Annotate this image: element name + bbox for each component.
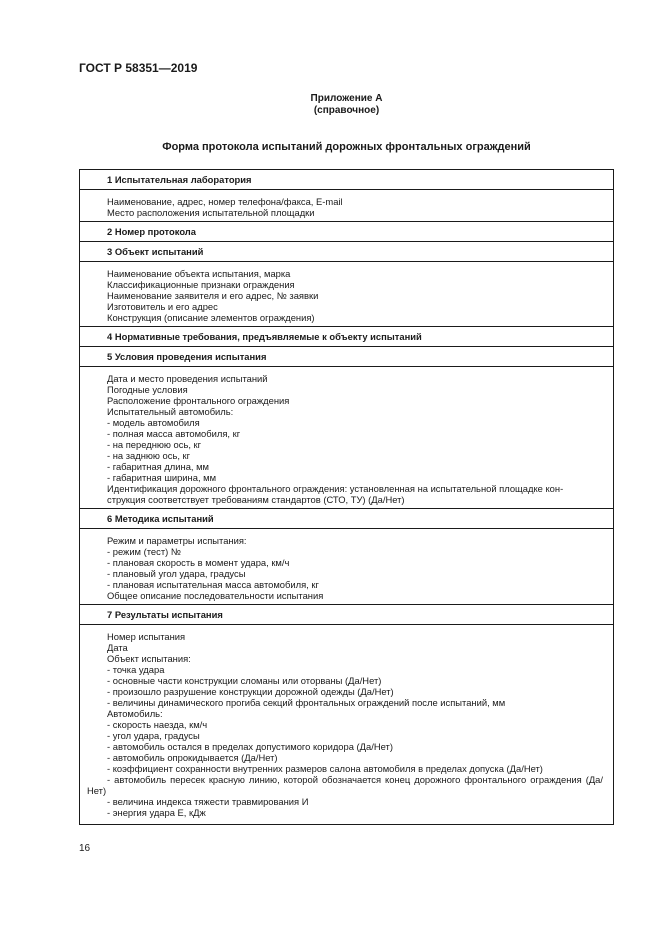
section-header: 3 Объект испытаний bbox=[80, 242, 613, 262]
section-line: - на переднюю ось, кг bbox=[107, 439, 202, 450]
section-line: струкция соответствует требованиям стандартов (СТО, ТУ) (Да/Нет) bbox=[107, 494, 405, 505]
section-line: Общее описание последовательности испытания bbox=[107, 590, 324, 601]
section-header: 1 Испытательная лаборатория bbox=[80, 170, 613, 190]
section-line: - габаритная длина, мм bbox=[107, 461, 210, 472]
section-line: Наименование заявителя и его адрес, № заявки bbox=[107, 290, 319, 301]
section-line: Идентификация дорожного фронтального ограждения: установленная на испытательной площадке кон- bbox=[107, 483, 564, 494]
section-line: Погодные условия bbox=[107, 384, 188, 395]
section-line: - величины динамического прогиба секций фронтальных ограждений после испытаний, мм bbox=[107, 697, 506, 708]
section-header: 7 Результаты испытания bbox=[80, 605, 613, 625]
section-header: 4 Нормативные требования, предъявляемые к объекту испытаний bbox=[80, 327, 613, 347]
section-line: - основные части конструкции сломаны или оторваны (Да/Нет) bbox=[107, 675, 382, 686]
section-line: Режим и параметры испытания: bbox=[107, 535, 247, 546]
section-line: Дата bbox=[107, 642, 128, 653]
section-line: - коэффициент сохранности внутренних размеров салона автомобиля в пределах допуска (Да/Нет) bbox=[107, 763, 543, 774]
section-line: - угол удара, градусы bbox=[107, 730, 200, 741]
annex-note: (справочное) bbox=[313, 105, 380, 116]
section-line: - энергия удара Е, кДж bbox=[107, 807, 206, 818]
section-line: - автомобиль остался в пределах допустимого коридора (Да/Нет) bbox=[107, 741, 393, 752]
page-number: 16 bbox=[79, 843, 91, 854]
section-body bbox=[80, 262, 613, 327]
document-code: ГОСТ Р 58351—2019 bbox=[79, 61, 198, 75]
section-line: Объект испытания: bbox=[107, 653, 191, 664]
section-line: Классификационные признаки ограждения bbox=[107, 279, 295, 290]
section-body bbox=[80, 529, 613, 605]
section-header: 6 Методика испытаний bbox=[80, 509, 613, 529]
section-line: - полная масса автомобиля, кг bbox=[107, 428, 241, 439]
section-line: - величина индекса тяжести травмирования И bbox=[107, 796, 309, 807]
section-body bbox=[80, 190, 613, 222]
section-line: Наименование, адрес, номер телефона/факса, E-mail bbox=[107, 196, 343, 207]
section-line: - режим (тест) № bbox=[107, 546, 181, 557]
section-line: - точка удара bbox=[107, 664, 165, 675]
section-line: Конструкция (описание элементов ограждения) bbox=[107, 312, 315, 323]
section-line: - автомобиль опрокидывается (Да/Нет) bbox=[107, 752, 278, 763]
section-line: - модель автомобиля bbox=[107, 417, 200, 428]
section-line: - произошло разрушение конструкции дорожной одежды (Да/Нет) bbox=[107, 686, 394, 697]
section-line: - плановая испытательная масса автомобиля, кг bbox=[107, 579, 319, 590]
section-line: - плановый угол удара, градусы bbox=[107, 568, 246, 579]
section-header: 5 Условия проведения испытания bbox=[80, 347, 613, 367]
section-body bbox=[80, 367, 613, 509]
section-line: Расположение фронтального ограждения bbox=[107, 395, 290, 406]
section-line: - автомобиль пересек красную линию, которой обозначается конец дорожного фронтального ограждения (Да/Нет) bbox=[87, 774, 603, 796]
section-line: Место расположения испытательной площадки bbox=[107, 207, 315, 218]
section-line: Номер испытания bbox=[107, 631, 186, 642]
protocol-form-table bbox=[79, 169, 614, 825]
section-line: Наименование объекта испытания, марка bbox=[107, 268, 291, 279]
section-line: - плановая скорость в момент удара, км/ч bbox=[107, 557, 290, 568]
section-header: 2 Номер протокола bbox=[80, 222, 613, 242]
section-line: - скорость наезда, км/ч bbox=[107, 719, 208, 730]
form-title: Форма протокола испытаний дорожных фронтальных ограждений bbox=[162, 141, 531, 153]
section-line: - на заднюю ось, кг bbox=[107, 450, 191, 461]
section-line: Изготовитель и его адрес bbox=[107, 301, 218, 312]
section-body bbox=[80, 625, 613, 824]
section-line: Автомобиль: bbox=[107, 708, 163, 719]
section-line: Дата и место проведения испытаний bbox=[107, 373, 268, 384]
section-line: Испытательный автомобиль: bbox=[107, 406, 234, 417]
section-line: - габаритная ширина, мм bbox=[107, 472, 217, 483]
annex-title: Приложение А bbox=[310, 93, 383, 104]
